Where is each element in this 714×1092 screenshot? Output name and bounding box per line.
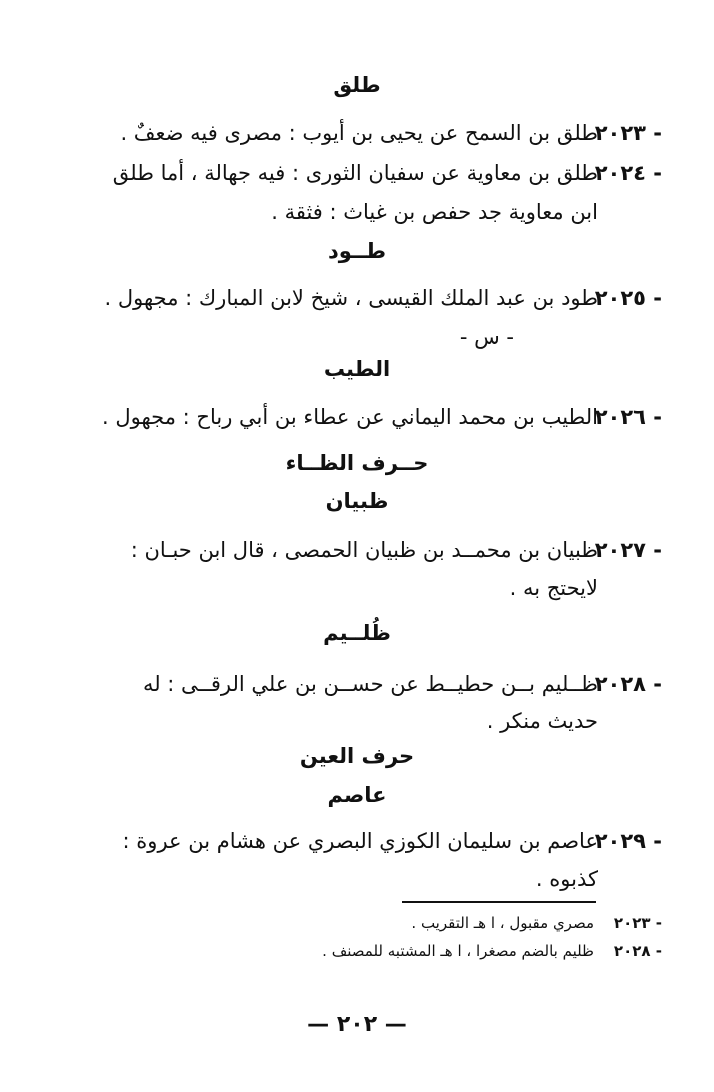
- entry-2024-line-1: طلق بن معاوية عن سفيان الثورى : فيه جهالة ، أما طلق: [112, 161, 598, 185]
- entry-number-2025: ٢٠٢٥ -: [594, 286, 662, 310]
- entry-number-2027: ٢٠٢٧ -: [594, 538, 662, 562]
- entry-2028-line-2: حديث منكر .: [486, 709, 598, 733]
- footnote-number-2028: ٢٠٢٨ -: [613, 942, 662, 960]
- entry-2024-line-2: ابن معاوية جد حفص بن غياث : فثقة .: [271, 200, 598, 224]
- entry-2026-line-1: الطيب بن محمد اليماني عن عطاء بن أبي رباح : مجهول .: [102, 405, 598, 429]
- entry-2029-line-1: عاصم بن سليمان الكوزي البصري عن هشام بن عروة :: [122, 829, 598, 853]
- section-heading-tayyib: الطيب: [323, 357, 391, 381]
- footnote-2028-text: ظليم بالضم مصغرا ، ا هـ المشتبه للمصنف .: [322, 942, 594, 960]
- entry-2027-line-2: لايحتج به .: [509, 576, 598, 600]
- entry-2029-line-2: كذبوه .: [535, 867, 598, 891]
- section-heading-asim: عاصم: [327, 783, 387, 807]
- entry-number-2026: ٢٠٢٦ -: [594, 405, 662, 429]
- section-heading-talq: طلق: [333, 73, 381, 97]
- entry-2027-line-1: ظبيان بن محمــد بن ظبيان الحمصى ، قال ابن حبـان :: [130, 538, 598, 562]
- entry-number-2024: ٢٠٢٤ -: [594, 161, 662, 185]
- page-number: — ٢٠٢ —: [307, 1012, 407, 1037]
- footnote-separator: [402, 901, 596, 903]
- section-heading-tawd: طــود: [327, 239, 387, 263]
- entry-number-2028: ٢٠٢٨ -: [594, 672, 662, 696]
- entry-2023-line-1: طلق بن السمح عن يحيى بن أيوب : مصرى فيه ضعفٌ .: [120, 121, 598, 145]
- footnote-2023-text: مصري مقبول ، ا هـ التقريب .: [411, 914, 594, 932]
- chapter-heading-zaa: حــرف الظــاء: [285, 451, 429, 475]
- entry-2028-line-1: ظــليم بــن حطيــط عن حســن بن علي الرقــى : له: [142, 672, 598, 696]
- section-heading-zulaym: ظُلــيم: [323, 621, 391, 645]
- entry-number-2023: ٢٠٢٣ -: [594, 121, 662, 145]
- entry-number-2029: ٢٠٢٩ -: [594, 829, 662, 853]
- entry-2025-line-1: طود بن عبد الملك القيسى ، شيخ لابن المبارك : مجهول .: [104, 286, 598, 310]
- section-heading-zabyan: ظبيان: [325, 489, 389, 513]
- chapter-heading-ayn: حرف العين: [299, 744, 415, 768]
- footnote-number-2023: ٢٠٢٣ -: [613, 914, 662, 932]
- section-marker-sin: - س -: [459, 325, 514, 349]
